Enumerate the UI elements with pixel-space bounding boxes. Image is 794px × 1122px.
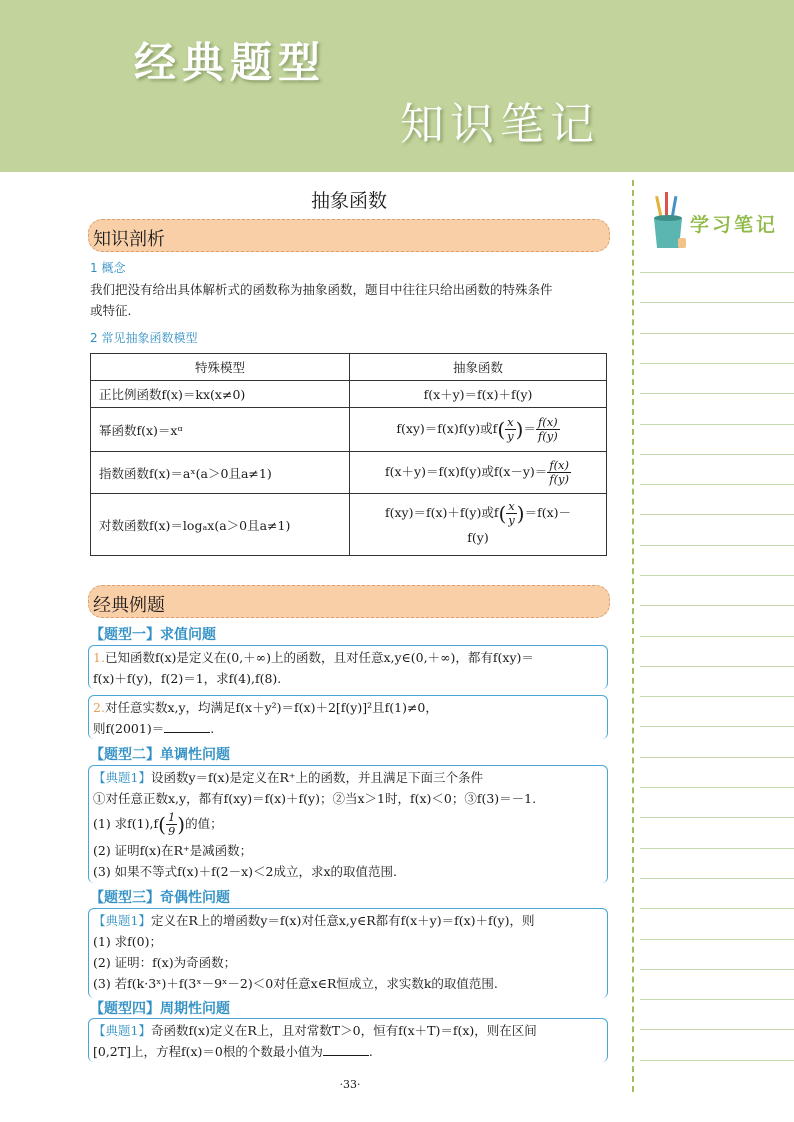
- table-header-row: [91, 354, 607, 381]
- type-label-2: 【题型二】单调性问题: [90, 747, 230, 763]
- concept-line-1: 我们把没有给出具体解析式的函数称为抽象函数，题目中往往只给出函数的特殊条件: [90, 282, 553, 297]
- question-box-1: [88, 645, 608, 689]
- question-number: 2.: [93, 700, 105, 715]
- header-title-sub: 知识笔记: [400, 99, 600, 150]
- page-number: ·33·: [339, 1078, 361, 1091]
- question-text: (1) 求f(1),f: [93, 816, 159, 831]
- question-number: 1.: [93, 650, 105, 665]
- note-line: [640, 848, 794, 849]
- note-line: [640, 726, 794, 727]
- note-line: [640, 636, 794, 637]
- table-cell: f(xy)＝f(x)f(y)或f( $\frac{x}{y}$ )＝ $\frac{f(x)}{f(y)}$: [350, 408, 607, 452]
- formula-text: ＝f(x)－: [524, 505, 572, 520]
- answer-blank: [164, 720, 210, 733]
- fraction-num: 1: [167, 810, 176, 824]
- question-line: f(x)＋f(y)，f(2)＝1，求f(4),f(8).: [93, 671, 282, 686]
- table-cell: f(xy)＝f(x)＋f(y)或f( $\frac{x}{y}$ )＝f(x)－ f(y): [350, 494, 607, 556]
- question-text: 奇函数f(x)定义在R上，且对常数T＞0，恒有f(x＋T)＝f(x)，则在区间: [150, 1023, 537, 1038]
- question-text: 定义在R上的增函数y＝f(x)对任意x,y∈R都有f(x＋y)＝f(x)＋f(y)，则: [150, 913, 535, 928]
- table-cell: 正比例函数f(x)＝kx(x≠0): [91, 381, 350, 408]
- sidebar-title: 学习笔记: [690, 214, 779, 236]
- question-line: [93, 718, 603, 739]
- question-line: (2) 证明：f(x)为奇函数；: [93, 955, 237, 970]
- formula-text: f(xy)＝f(x)＋f(y)或f: [384, 505, 499, 520]
- type-label-1: 【题型一】求值问题: [90, 627, 216, 643]
- fraction-num: x: [508, 499, 515, 513]
- question-text: .: [368, 1044, 373, 1059]
- fraction-den: f(y): [537, 429, 558, 443]
- question-text: 的值；: [185, 816, 223, 831]
- question-line: [93, 647, 603, 668]
- fraction-den: 9: [167, 824, 176, 838]
- fraction: [166, 811, 177, 838]
- note-line: [640, 424, 794, 425]
- question-line: [93, 910, 603, 931]
- fraction-num: f(x): [536, 416, 560, 430]
- models-label: 2 常见抽象函数模型: [90, 331, 198, 345]
- answer-blank: [323, 1043, 369, 1056]
- section-banner-examples: 经典例题: [88, 585, 610, 618]
- note-line: [640, 939, 794, 940]
- note-line: [640, 908, 794, 909]
- table-row: [91, 452, 607, 494]
- note-line: [640, 484, 794, 485]
- example-tag: 【典题1】: [93, 1023, 151, 1038]
- concept-text: [90, 279, 610, 321]
- fraction-num: x: [507, 415, 514, 429]
- formula-text: f(y): [467, 530, 489, 545]
- concept-label: 1 概念: [90, 261, 126, 275]
- fraction: [506, 500, 517, 527]
- question-text: .: [210, 721, 215, 736]
- note-line: [640, 333, 794, 334]
- fraction: [536, 416, 560, 443]
- table-row: [91, 494, 607, 556]
- fraction: [505, 416, 516, 443]
- example-box-3: [88, 908, 608, 998]
- note-line: [640, 605, 794, 606]
- note-line: [640, 272, 794, 273]
- note-line: [640, 787, 794, 788]
- note-line: [640, 545, 794, 546]
- question-line: [93, 1041, 603, 1062]
- table-cell: 对数函数f(x)＝logₐx(a＞0且a≠1): [91, 494, 350, 556]
- table-header-cell: 特殊模型: [91, 354, 350, 381]
- page-header: [0, 0, 794, 172]
- example-tag: 【典题1】: [93, 770, 151, 785]
- fraction-den: y: [507, 429, 514, 443]
- fraction: [547, 459, 571, 486]
- note-line: [640, 999, 794, 1000]
- fraction-den: y: [508, 513, 515, 527]
- question-line: (1) 求f(1),f( $\frac{1}{9}$ )的值；: [93, 810, 223, 838]
- note-line: [640, 969, 794, 970]
- fraction-num: f(x): [547, 459, 571, 473]
- note-line: [640, 393, 794, 394]
- question-line: (3) 若f(k·3ˣ)＋f(3ˣ－9ˣ－2)＜0对任意x∈R恒成立，求实数k的取值范围.: [93, 976, 498, 991]
- note-line: [640, 514, 794, 515]
- note-line: [640, 363, 794, 364]
- table-row: [91, 408, 607, 452]
- models-table: [90, 353, 607, 556]
- example-tag: 【典题1】: [93, 913, 151, 928]
- table-cell: f(x＋y)＝f(x)＋f(y): [350, 381, 607, 408]
- note-line: [640, 817, 794, 818]
- question-line: ①对任意正数x,y，都有f(xy)＝f(x)＋f(y)；②当x＞1时，f(x)＜0；③f(3)＝－1.: [93, 791, 537, 806]
- note-line: [640, 1060, 794, 1061]
- note-line: [640, 696, 794, 697]
- note-line: [640, 878, 794, 879]
- question-box-2: [88, 695, 608, 739]
- formula-text: f(xy)＝f(x)f(y)或f: [396, 421, 498, 436]
- table-cell: 指数函数f(x)＝aˣ(a＞0且a≠1): [91, 452, 350, 494]
- pen-cup-icon: [648, 190, 688, 252]
- example-box-2: [88, 765, 608, 883]
- type-label-3: 【题型三】奇偶性问题: [90, 890, 230, 906]
- question-text: 对任意实数x,y，均满足f(x＋y²)＝f(x)＋2[f(y)]²且f(1)≠0，: [104, 700, 438, 715]
- question-line: [93, 1020, 603, 1041]
- note-line: [640, 757, 794, 758]
- doc-title: 抽象函数: [310, 190, 387, 212]
- section-banner-knowledge: 知识剖析: [88, 219, 610, 252]
- fraction-den: f(y): [549, 472, 570, 486]
- question-line: [93, 767, 603, 788]
- question-text: 已知函数f(x)是定义在(0,＋∞)上的函数，且对任意x,y∈(0,＋∞)，都有f(xy)＝: [104, 650, 534, 665]
- question-line: (3) 如果不等式f(x)＋f(2－x)＜2成立，求x的取值范围.: [93, 863, 397, 879]
- note-line: [640, 575, 794, 576]
- concept-line-2: 或特征.: [90, 303, 132, 318]
- table-header-cell: 抽象函数: [350, 354, 607, 381]
- type-label-4: 【题型四】周期性问题: [90, 1001, 230, 1017]
- formula-text: f(x＋y)＝f(x)f(y)或f(x－y)＝: [384, 464, 548, 479]
- sidebar-divider: [632, 180, 634, 1092]
- question-text: 则f(2001)＝: [93, 721, 165, 736]
- table-cell: 幂函数f(x)＝xᵅ: [91, 408, 350, 452]
- question-text: 设函数y＝f(x)是定义在R⁺上的函数，并且满足下面三个条件: [150, 770, 483, 785]
- question-text: [0,2T]上，方程f(x)＝0根的个数最小值为: [93, 1044, 323, 1059]
- note-line: [640, 454, 794, 455]
- note-line: [640, 1029, 794, 1030]
- example-box-4: [88, 1018, 608, 1062]
- note-line: [640, 302, 794, 303]
- table-cell: [350, 452, 607, 494]
- note-line: [640, 666, 794, 667]
- question-line: (2) 证明f(x)在R⁺是减函数；: [93, 842, 253, 858]
- table-row: [91, 381, 607, 408]
- question-line: (1) 求f(0)；: [93, 934, 163, 949]
- question-line: [93, 697, 603, 718]
- header-title-main: 经典题型: [134, 38, 327, 87]
